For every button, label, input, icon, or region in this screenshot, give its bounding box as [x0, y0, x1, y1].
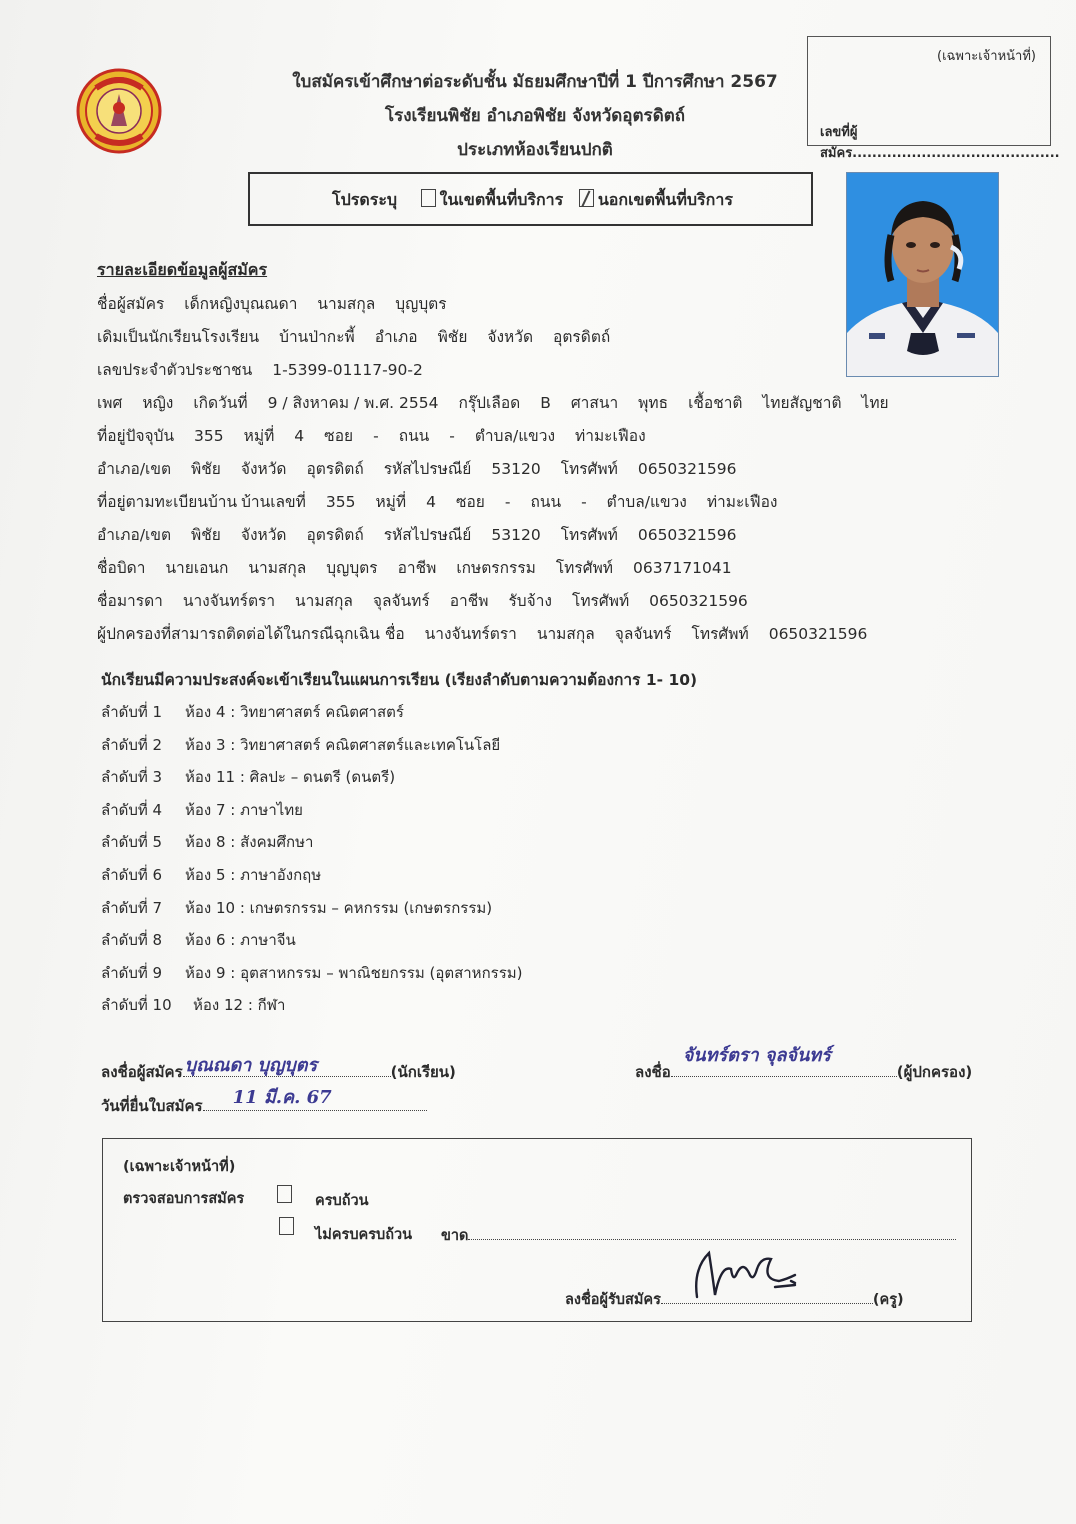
- incomplete-label: ไม่ครบครบถ้วน: [315, 1227, 413, 1243]
- plan-room: ห้อง 11 : ศิลปะ – ดนตรี (ดนตรี): [185, 768, 396, 787]
- outside-area-checkbox[interactable]: [579, 189, 594, 207]
- inside-area-checkbox[interactable]: [421, 189, 436, 207]
- plan-rank: ลำดับที่ 4: [101, 800, 163, 819]
- outside-area-label: นอกเขตพื้นที่บริการ: [597, 190, 733, 209]
- plan-item: [101, 961, 523, 985]
- plan-rank: ลำดับที่ 1: [101, 703, 163, 721]
- plan-room: ห้อง 12 : กีฬา: [193, 996, 286, 1015]
- plan-room: ห้อง 7 : ภาษาไทย: [185, 800, 303, 819]
- office-use-label: (เฉพาะเจ้าหน้าที่): [937, 49, 1036, 64]
- plan-rank: ลำดับที่ 3: [101, 768, 163, 787]
- complete-checkbox[interactable]: [277, 1185, 292, 1203]
- area-prompt: โปรดระบุ: [332, 190, 398, 209]
- plan-item: [101, 928, 296, 952]
- guardian-row: ผู้ปกครองที่สามารถติดต่อได้ในกรณีฉุกเฉิน ชื่อ นางจันทร์ตรา นามสกุล จุลจันทร์ โทรศัพท์ 0650321596: [97, 625, 868, 643]
- parent-signature[interactable]: จันทร์ตรา จุลจันทร์: [682, 1045, 831, 1066]
- applicant-photo: [846, 172, 999, 377]
- class-type: ประเภทห้องเรียนปกติ: [457, 140, 613, 160]
- plan-rank: ลำดับที่ 2: [101, 735, 163, 754]
- submission-date[interactable]: 11 มี.ค. 67: [232, 1087, 332, 1108]
- missing-field[interactable]: ขาด: [441, 1223, 956, 1247]
- plan-rank: ลำดับที่ 10: [101, 996, 172, 1015]
- applicant-signature[interactable]: บุณณดา บุญบุตร: [184, 1055, 318, 1076]
- office-use-box: [807, 36, 1060, 161]
- citizen-id-row: เลขประจำตัวประชาชน 1-5399-01117-90-2: [97, 361, 423, 379]
- plan-room: ห้อง 9 : อุตสาหกรรม – พาณิชยกรรม (อุตสาหกรรม): [185, 963, 523, 982]
- receiver-signature-row: ลงชื่อผู้รับสมัคร (ครู): [565, 1287, 904, 1311]
- details-heading: รายละเอียดข้อมูลผู้สมัคร: [97, 260, 268, 279]
- plan-item: [101, 733, 500, 757]
- plan-item: [101, 700, 404, 724]
- current-address-row: ที่อยู่ปัจจุบัน 355 หมู่ที่ 4 ซอย - ถนน - ตำบล/แขวง ท่ามะเฟือง: [97, 427, 646, 445]
- mother-row: ชื่อมารดา นางจันทร์ตรา นามสกุล จุลจันทร์ อาชีพ รับจ้าง โทรศัพท์ 0650321596: [97, 592, 748, 610]
- inside-area-label: ในเขตพื้นที่บริการ: [439, 190, 564, 209]
- applicant-signature-row: ลงชื่อผู้สมัคร บุณณดา บุญบุตร (นักเรียน): [101, 1056, 456, 1084]
- plan-rank: ลำดับที่ 9: [101, 963, 163, 982]
- plan-item: [101, 993, 285, 1017]
- applicant-name-row: ชื่อผู้สมัคร เด็กหญิงบุณณดา นามสกุล บุญบุตร: [97, 295, 447, 313]
- plan-room: ห้อง 10 : เกษตรกรรม – คหกรรม (เกษตรกรรม): [185, 898, 493, 917]
- staff-use-label: (เฉพาะเจ้าหน้าที่): [123, 1159, 236, 1175]
- service-area-box: [248, 172, 813, 226]
- plan-rank: ลำดับที่ 8: [101, 931, 163, 950]
- plan-rank: ลำดับที่ 5: [101, 833, 163, 852]
- father-row: ชื่อบิดา นายเอนก นามสกุล บุญบุตร อาชีพ เกษตรกรรม โทรศัพท์ 0637171041: [97, 559, 732, 577]
- plan-heading: นักเรียนมีความประสงค์จะเข้าเรียนในแผนการเรียน (เรียงลำดับตามความต้องการ 1- 10): [101, 671, 698, 689]
- plan-item: [101, 896, 492, 920]
- plan-item: [101, 863, 321, 887]
- plan-item: [101, 798, 303, 822]
- registered-address-row: ที่อยู่ตามทะเบียนบ้าน บ้านเลขที่ 355 หมู่ที่ 4 ซอย - ถนน - ตำบล/แขวง ท่ามะเฟือง: [97, 493, 778, 511]
- plan-room: ห้อง 6 : ภาษาจีน: [185, 931, 296, 950]
- school-logo-icon: [76, 68, 162, 154]
- plan-room: ห้อง 4 : วิทยาศาสตร์ คณิตศาสตร์: [185, 703, 404, 721]
- form-title: ใบสมัครเข้าศึกษาต่อระดับชั้น มัธยมศึกษาปีที่ 1 ปีการศึกษา 2567: [292, 72, 778, 92]
- registered-district-row: อำเภอ/เขต พิชัย จังหวัด อุตรดิตถ์ รหัสไปรษณีย์ 53120 โทรศัพท์ 0650321596: [97, 526, 737, 544]
- current-district-row: อำเภอ/เขต พิชัย จังหวัด อุตรดิตถ์ รหัสไปรษณีย์ 53120 โทรศัพท์ 0650321596: [97, 460, 737, 478]
- applicant-number-field[interactable]: เลขที่ผู้สมัคร..........................................: [820, 125, 1060, 161]
- staff-use-box: [102, 1138, 972, 1322]
- plan-rank: ลำดับที่ 7: [101, 898, 163, 917]
- plan-rank: ลำดับที่ 6: [101, 866, 163, 884]
- school-name: โรงเรียนพิชัย อำเภอพิชัย จังหวัดอุตรดิตถ์: [384, 106, 686, 126]
- plan-room: ห้อง 5 : ภาษาอังกฤษ: [185, 866, 322, 884]
- check-application-label: ตรวจสอบการสมัคร: [123, 1191, 245, 1207]
- receiver-signature-icon[interactable]: [691, 1239, 801, 1301]
- plan-room: ห้อง 3 : วิทยาศาสตร์ คณิตศาสตร์และเทคโนโลยี: [185, 735, 501, 754]
- complete-label: ครบถ้วน: [315, 1193, 369, 1209]
- submission-date-row: วันที่ยื่นใบสมัคร 11 มี.ค. 67: [101, 1090, 427, 1118]
- incomplete-checkbox[interactable]: [279, 1217, 294, 1235]
- personal-info-row: เพศ หญิง เกิดวันที่ 9 / สิงหาคม / พ.ศ. 2554 กรุ๊ปเลือด B ศาสนา พุทธ เชื้อชาติ ไทยสัญชาติ ไทย: [97, 394, 889, 412]
- plan-item: [101, 830, 313, 854]
- student-portrait-icon: [847, 173, 998, 376]
- plan-room: ห้อง 8 : สังคมศึกษา: [185, 833, 314, 852]
- parent-signature-row: ลงชื่อ จันทร์ตรา จุลจันทร์ (ผู้ปกครอง): [635, 1056, 972, 1084]
- previous-school-row: เดิมเป็นนักเรียนโรงเรียน บ้านป่ากะพี้ อำเภอ พิชัย จังหวัด อุตรดิตถ์: [97, 328, 611, 346]
- plan-item: [101, 765, 395, 789]
